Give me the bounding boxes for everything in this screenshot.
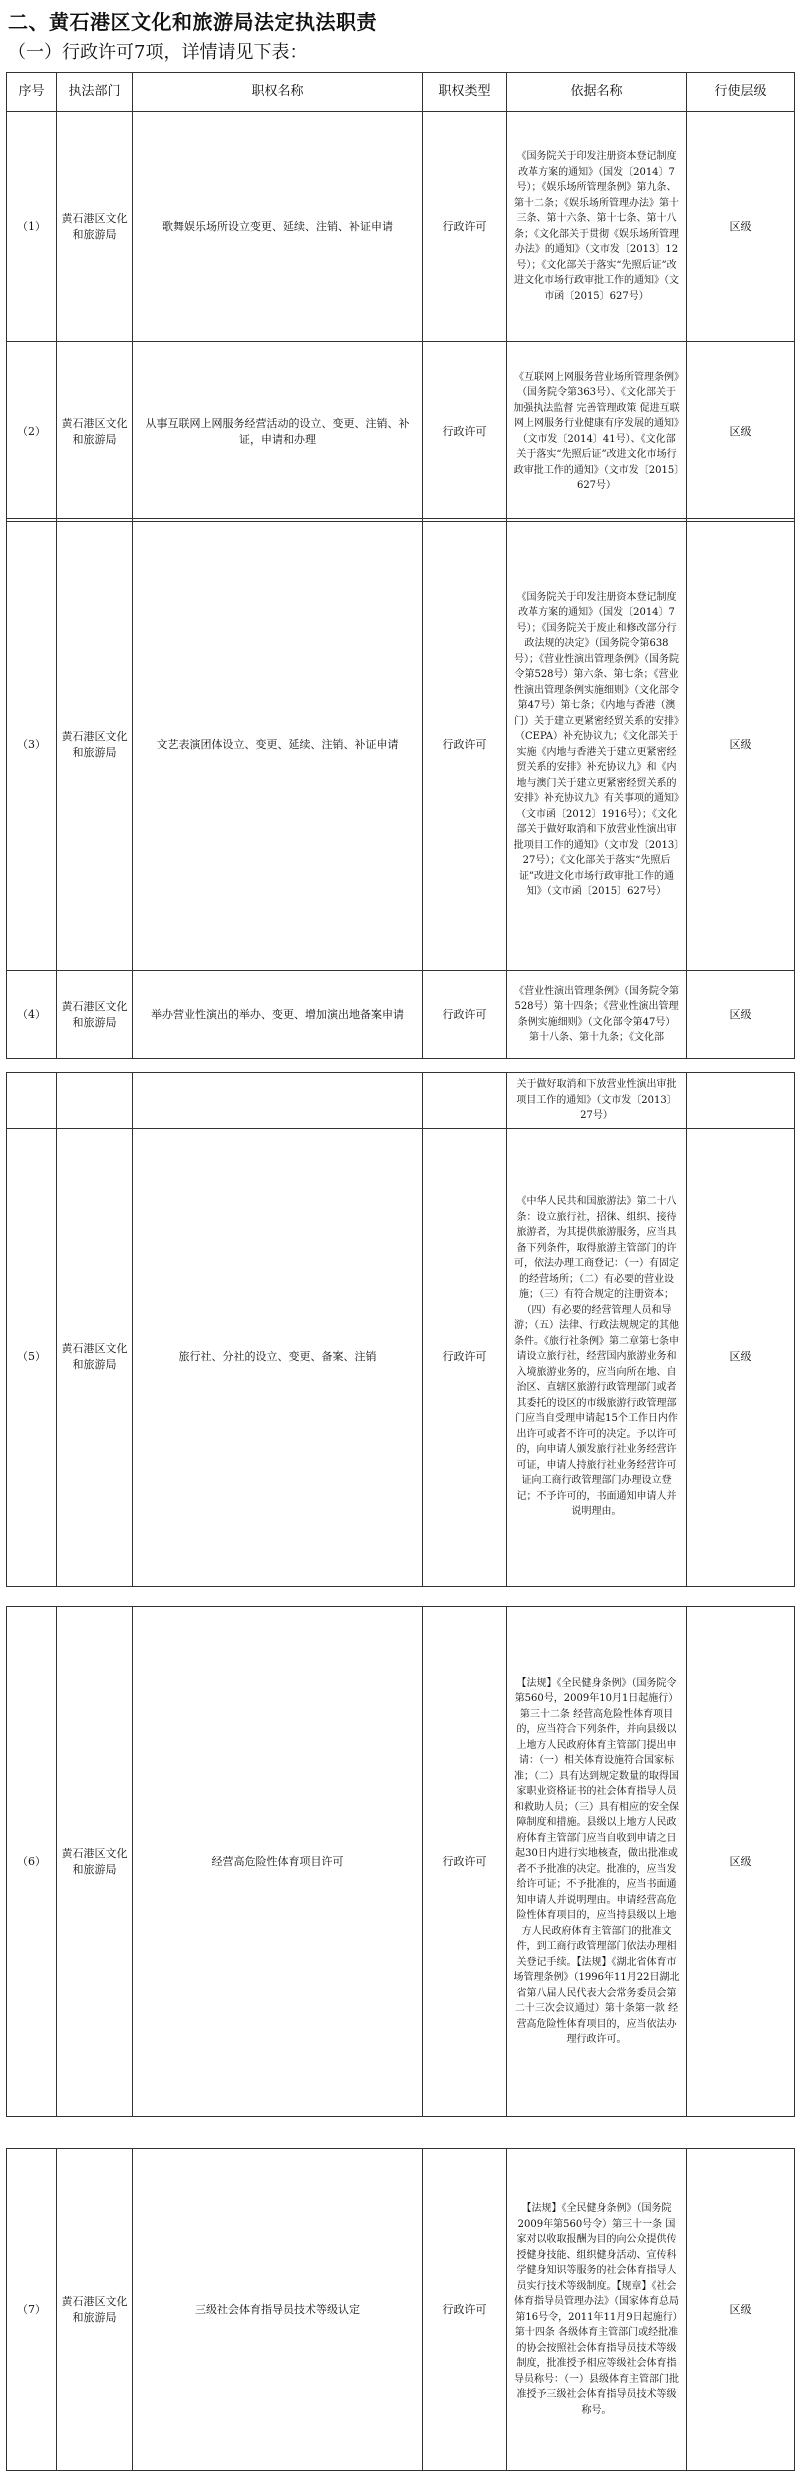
cell-dept: 黄石港区文化和旅游局 xyxy=(57,112,133,342)
cell-dept: 黄石港区文化和旅游局 xyxy=(57,1607,133,2117)
table-row xyxy=(7,342,795,522)
cell-basis: 《国务院关于印发注册资本登记制度改革方案的通知》（国发〔2014〕7号）；《国务院关于废止和修改部分行政法规的决定》（国务院令第638号）；《营业性演出管理条例》（国务院令第528号）第六条、第七条；《营业性演出管理条例实施细则》（文化部令第47号）第七条；《内地与香港（澳门）关于建立更紧密经贸关系的安排》（CEPA）补充协议九；《文化部关于实施《内地与香港关于建立更紧密经贸关系的安排》补充协议九》和《内地与澳门关于建立更紧密经贸关系的安排》补充协议九》有关事项的通知》（文市函〔2012〕1916号）；《文化部关于做好取消和下放营业性演出审批项目工作的通知》（文市发〔2013〕27号）；《文化部关于落实“先照后证”改进文化市场行政审批工作的通知》（文市函〔2015〕627号） xyxy=(507,519,687,971)
table-row-continuation xyxy=(7,1073,795,1129)
table-row xyxy=(7,971,795,1059)
cell-type: 行政许可 xyxy=(423,519,507,971)
cell-basis: 【法规】《全民健身条例》（国务院2009年第560号令）第三十一条 国家对以收取报酬为目的向公众提供传授健身技能、组织健身活动、宣传科学健身知识等服务的社会体育指导人员实行技术等级制度。【规章】《社会体育指导员管理办法》（国家体育总局第16号令，2011年11月9日起施行）第十四条 各级体育主管部门或经批准的协会按照社会体育指导员技术等级制度，批准授予相应等级社会体育指导员称号：（一）县级体育主管部门批准授予三级社会体育指导员技术等级称号。 xyxy=(507,2149,687,2471)
cell-basis: 《国务院关于印发注册资本登记制度改革方案的通知》（国发〔2014〕7号）；《娱乐场所管理条例》第九条、第十二条；《娱乐场所管理办法》第十三条、第十六条、第十七条、第十八条；《文化部关于贯彻《娱乐场所管理办法》的通知》（文市发〔2013〕12号）；《文化部关于落实“先照后证”改进文化市场行政审批工作的通知》（文市函〔2015〕627号） xyxy=(507,112,687,342)
cell-no: （4） xyxy=(7,971,57,1059)
header-cell: 职权类型 xyxy=(423,73,507,112)
header-cell: 序号 xyxy=(7,73,57,112)
cell-basis: 《互联网上网服务营业场所管理条例》（国务院令第363号）、《文化部关于加强执法监督 完善管理政策 促进互联网上网服务行业健康有序发展的通知》（文市发〔2014〕41号）、《文化部关于落实“先照后证”改进文化市场行政审批工作的通知》（文市发〔2015〕627号） xyxy=(507,342,687,522)
page-subtitle: （一）行政许可7项，详情请见下表： xyxy=(8,42,308,63)
cell-dept: 黄石港区文化和旅游局 xyxy=(57,971,133,1059)
cell-dept: 黄石港区文化和旅游局 xyxy=(57,2149,133,2471)
cell-name: 文艺表演团体设立、变更、延续、注销、补证申请 xyxy=(133,519,423,971)
cell-dept: 黄石港区文化和旅游局 xyxy=(57,342,133,522)
cell-type: 行政许可 xyxy=(423,2149,507,2471)
cell-type: 行政许可 xyxy=(423,971,507,1059)
cell-type: 行政许可 xyxy=(423,112,507,342)
cell-name: 从事互联网上网服务经营活动的设立、变更、注销、补证，申请和办理 xyxy=(133,342,423,522)
header-cell: 职权名称 xyxy=(133,73,423,112)
page-title: 二、黄石港区文化和旅游局法定执法职责 xyxy=(8,10,377,34)
cell-no: （5） xyxy=(7,1128,57,1586)
cell-level: 区级 xyxy=(687,519,795,971)
cell-name: 经营高危险性体育项目许可 xyxy=(133,1607,423,2117)
table-segment-4 xyxy=(6,1606,795,2117)
cell-dept xyxy=(57,1073,133,1129)
table-row xyxy=(7,519,795,971)
cell-type: 行政许可 xyxy=(423,342,507,522)
cell-no: （7） xyxy=(7,2149,57,2471)
table-segment-1 xyxy=(6,72,795,522)
cell-name: 三级社会体育指导员技术等级认定 xyxy=(133,2149,423,2471)
table-segment-3 xyxy=(6,1072,795,1587)
cell-basis: 【法规】《全民健身条例》（国务院令第560号，2009年10月1日起施行）第三十二条 经营高危险性体育项目的，应当符合下列条件，并向县级以上地方人民政府体育主管部门提出申请：（一）相关体育设施符合国家标准；（二）具有达到规定数量的取得国家职业资格证书的社会体育指导人员和救助人员；（三）具有相应的安全保障制度和措施。县级以上地方人民政府体育主管部门应当自收到申请之日起30日内进行实地核查，做出批准或者不予批准的决定。批准的，应当发给许可证；不予批准的，应当书面通知申请人并说明理由。申请经营高危险性体育项目的，应当持县级以上地方人民政府体育主管部门的批准文件，到工商行政管理部门依法办理相关登记手续。【法规】《湖北省体育市场管理条例》（1996年11月22日湖北省第八届人民代表大会常务委员会第二十三次会议通过）第十条第一款 经营高危险性体育项目的，应当依法办理行政许可。 xyxy=(507,1607,687,2117)
cell-type xyxy=(423,1073,507,1129)
cell-level: 区级 xyxy=(687,1128,795,1586)
cell-level xyxy=(687,1073,795,1129)
cell-name: 举办营业性演出的举办、变更、增加演出地备案申请 xyxy=(133,971,423,1059)
cell-no xyxy=(7,1073,57,1129)
table-row xyxy=(7,1128,795,1586)
table-segment-5 xyxy=(6,2148,795,2471)
cell-basis: 《营业性演出管理条例》（国务院令第528号）第十四条；《营业性演出管理条例实施细则》（文化部令第47号）第十八条、第十九条；《文化部 xyxy=(507,971,687,1059)
cell-name: 旅行社、分社的设立、变更、备案、注销 xyxy=(133,1128,423,1586)
header-cell: 行使层级 xyxy=(687,73,795,112)
cell-level: 区级 xyxy=(687,2149,795,2471)
cell-no: （3） xyxy=(7,519,57,971)
table-row xyxy=(7,1607,795,2117)
cell-name xyxy=(133,1073,423,1129)
cell-basis: 《中华人民共和国旅游法》第二十八条：设立旅行社，招徕、组织、接待旅游者，为其提供旅游服务，应当具备下列条件，取得旅游主管部门的许可，依法办理工商登记：（一）有固定的经营场所；（二）有必要的营业设施；（三）有符合规定的注册资本；（四）有必要的经营管理人员和导游；（五）法律、行政法规规定的其他条件。《旅行社条例》第二章第七条申请设立旅行社，经营国内旅游业务和入境旅游业务的，应当向所在地、自治区、直辖区旅游行政管理部门或者其委托的设区的市级旅游行政管理部门应当自受理申请起15个工作日内作出许可或者不许可的决定。予以许可的，向申请人颁发旅行社业务经营许可证，申请人持旅行社业务经营许可证向工商行政管理部门办理设立登记；不予许可的，书面通知申请人并说明理由。 xyxy=(507,1128,687,1586)
cell-no: （1） xyxy=(7,112,57,342)
header-cell: 执法部门 xyxy=(57,73,133,112)
table-row xyxy=(7,2149,795,2471)
header-cell: 依据名称 xyxy=(507,73,687,112)
cell-no: （2） xyxy=(7,342,57,522)
cell-level: 区级 xyxy=(687,112,795,342)
cell-level: 区级 xyxy=(687,342,795,522)
table-segment-2 xyxy=(6,518,795,1059)
cell-level: 区级 xyxy=(687,971,795,1059)
cell-dept: 黄石港区文化和旅游局 xyxy=(57,519,133,971)
cell-basis: 关于做好取消和下放营业性演出审批项目工作的通知》（文市发〔2013〕27号） xyxy=(507,1073,687,1129)
cell-name: 歌舞娱乐场所设立变更、延续、注销、补证申请 xyxy=(133,112,423,342)
table-row xyxy=(7,112,795,342)
cell-level: 区级 xyxy=(687,1607,795,2117)
cell-type: 行政许可 xyxy=(423,1128,507,1586)
table-header xyxy=(7,73,795,112)
cell-dept: 黄石港区文化和旅游局 xyxy=(57,1128,133,1586)
cell-type: 行政许可 xyxy=(423,1607,507,2117)
cell-no: （6） xyxy=(7,1607,57,2117)
